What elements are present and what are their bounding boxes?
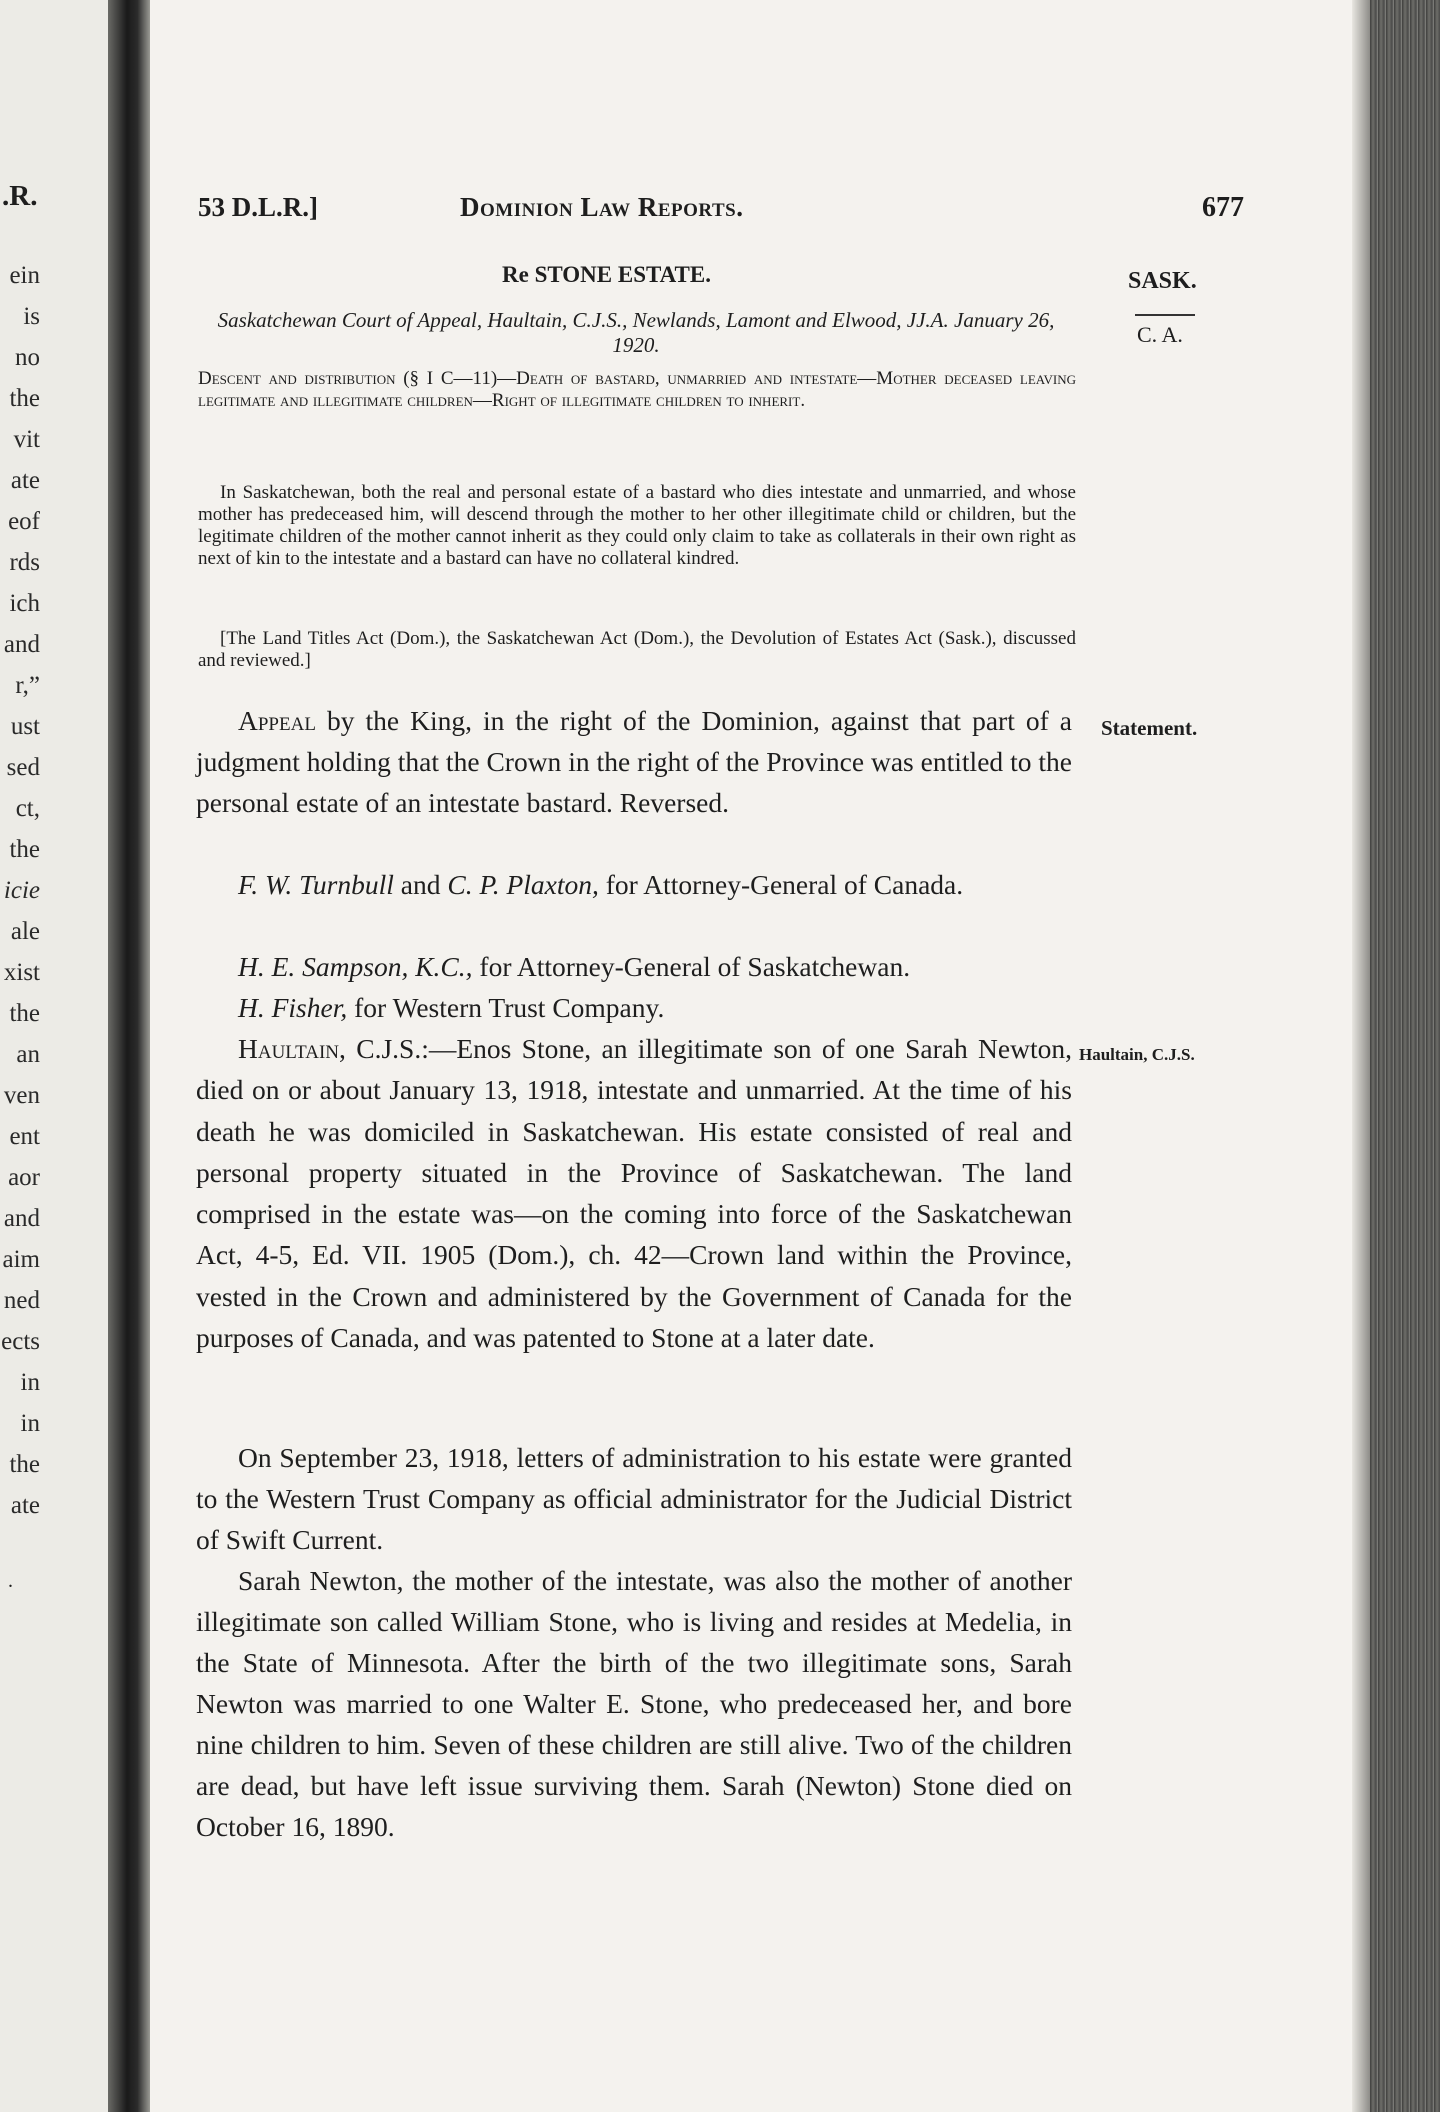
counsel-role: for Attorney-General of Canada. [598, 869, 964, 900]
appeal-paragraph [196, 700, 1072, 823]
counsel-paragraph [196, 987, 1072, 1028]
previous-page-line-fragment: in [20, 1369, 40, 1396]
page-number: 677 [1202, 192, 1244, 223]
previous-page-line-fragment: in [20, 1410, 40, 1437]
previous-page-line-fragment: ich [9, 590, 40, 617]
previous-page-line-fragment: ein [9, 262, 40, 289]
previous-page-line-fragment: the [9, 385, 40, 412]
page-edge-shadow [1352, 0, 1370, 2112]
previous-page-line-fragment: ects [1, 1328, 40, 1355]
appeal-text: by the King, in the right of the Dominion, against that part of a judgment holding that the Crown in the right of the Province was entitled to the personal estate of an intestate bastard. Reversed. [196, 705, 1072, 818]
counsel-paragraph [196, 864, 1072, 905]
judgment-paragraph [196, 1028, 1072, 1358]
previous-page-line-fragment: xist [3, 959, 40, 986]
previous-page-line-fragment: ate [10, 467, 40, 494]
previous-page-line-fragment: aim [2, 1246, 40, 1273]
previous-page-line-fragment: no [15, 344, 40, 371]
judgment-paragraph: Sarah Newton, the mother of the intestate, was also the mother of another illegitimate son called William Stone, who is living and resides at Medelia, in the State of Minnesota. After the birth of the two illegitimate sons, Sarah Newton was married to one Walter E. Stone, who predeceased her, and bore nine children to him. Seven of these children are still alive. Two of the children are dead, but have left issue surviving them. Sarah (Newton) Stone died on October 16, 1890. [196, 1565, 1072, 1842]
appeal-lead: Appeal [238, 705, 316, 736]
previous-page-line-fragment: the [9, 836, 40, 863]
previous-page-line-fragment: an [16, 1041, 40, 1068]
previous-page-line-fragment: and [3, 631, 40, 658]
running-header-title: Dominion Law Reports. [460, 192, 744, 222]
previous-page-line-fragment: and [3, 1205, 40, 1232]
previous-page-line-fragment: rds [9, 549, 40, 576]
judge-name: Haultain [238, 1033, 340, 1064]
counsel-names: H. Fisher, [238, 992, 348, 1023]
previous-page-line-fragment: ent [9, 1123, 40, 1150]
judgment-text: , C.J.S.:—Enos Stone, an illegitimate son of one Sarah Newton, died on or about January 13, 1918, intestate and unmarried. At the time of his death he was domiciled in Saskatchewan. His estate consisted of real and personal property situated in the Province of Saskatchewan. The land comprised in the estate was—on the coming into force of the Saskatchewan Act, 4-5, Ed. VII. 1905 (Dom.), ch. 42—Crown land within the Province, vested in the Crown and administered by the Government of Canada for the purposes of Canada, and was patented to Stone at a later date. [196, 1033, 1072, 1354]
previous-page-line-fragment: vit [13, 426, 40, 453]
counsel-role: for Western Trust Company. [347, 992, 665, 1023]
previous-page-line-fragment: aor [8, 1164, 40, 1191]
court-line: Saskatchewan Court of Appeal, Haultain, C.J.S., Newlands, Lamont and Elwood, JJ.A. January 26, 1920. [217, 308, 1055, 357]
previous-page-line-fragment: sed [6, 754, 40, 781]
previous-page-line-fragment: ned [3, 1287, 40, 1314]
headnote-citation: [The Land Titles Act (Dom.), the Saskatchewan Act (Dom.), the Devolution of Estates Act (Sask.), discussed and reviewed.] [198, 628, 1076, 671]
counsel-paragraph [196, 946, 1072, 987]
previous-page-line-fragment: is [23, 303, 40, 330]
sidenote-rule [1135, 314, 1195, 316]
previous-page-bullet: . [8, 1570, 13, 1592]
previous-page-line-fragment: ven [3, 1082, 40, 1109]
previous-page-line-fragment: ct, [15, 795, 40, 822]
sidenote-province: SASK. [1128, 268, 1197, 294]
previous-page-line-fragment: ust [10, 713, 40, 740]
previous-page-line-fragment: icie [3, 877, 40, 904]
previous-page-line-fragment: eof [8, 508, 40, 535]
counsel-names: C. P. Plaxton, [447, 869, 599, 900]
sidenote-court: C. A. [1137, 322, 1183, 347]
running-header-volume: 53 D.L.R.] [198, 192, 318, 222]
previous-page-strip [0, 0, 118, 2112]
previous-page-line-fragment: r,” [15, 672, 40, 699]
counsel-conjunction: and [393, 869, 448, 900]
previous-page-header-fragment: .R. [2, 180, 38, 212]
case-title: Re STONE ESTATE. [502, 262, 711, 287]
counsel-names: F. W. Turnbull [238, 869, 394, 900]
previous-page-line-fragment: the [9, 1451, 40, 1478]
headnote-summary: In Saskatchewan, both the real and personal estate of a bastard who dies intestate and unmarried, and whose mother has predeceased him, will descend through the mother to her other illegitimate child or children, but the legitimate children of the mother cannot inherit as they could only claim to take as collaterals in their own right as next of kin to the intestate and a bastard can have no collateral kindred. [198, 482, 1076, 569]
book-gutter [108, 0, 150, 2112]
sidenote-statement: Statement. [1101, 716, 1198, 740]
book-page-edges [1370, 0, 1440, 2112]
counsel-names: H. E. Sampson, K.C., [238, 951, 473, 982]
previous-page-line-fragment: the [9, 1000, 40, 1027]
headnote-topic: Descent and distribution (§ I C—11)—Death of bastard, unmarried and intestate—Mother deceased leaving legitimate and illegitimate children—Right of illegitimate children to inherit. [198, 368, 1076, 411]
judgment-paragraph: On September 23, 1918, letters of administration to his estate were granted to the Western Trust Company as official administrator for the Judicial District of Swift Current. [196, 1442, 1072, 1555]
sidenote-judge: Haultain, C.J.S. [1079, 1045, 1195, 1064]
previous-page-line-fragment: ate [10, 1492, 40, 1519]
counsel-role: for Attorney-General of Saskatchewan. [472, 951, 911, 982]
previous-page-line-fragment: ale [10, 918, 40, 945]
